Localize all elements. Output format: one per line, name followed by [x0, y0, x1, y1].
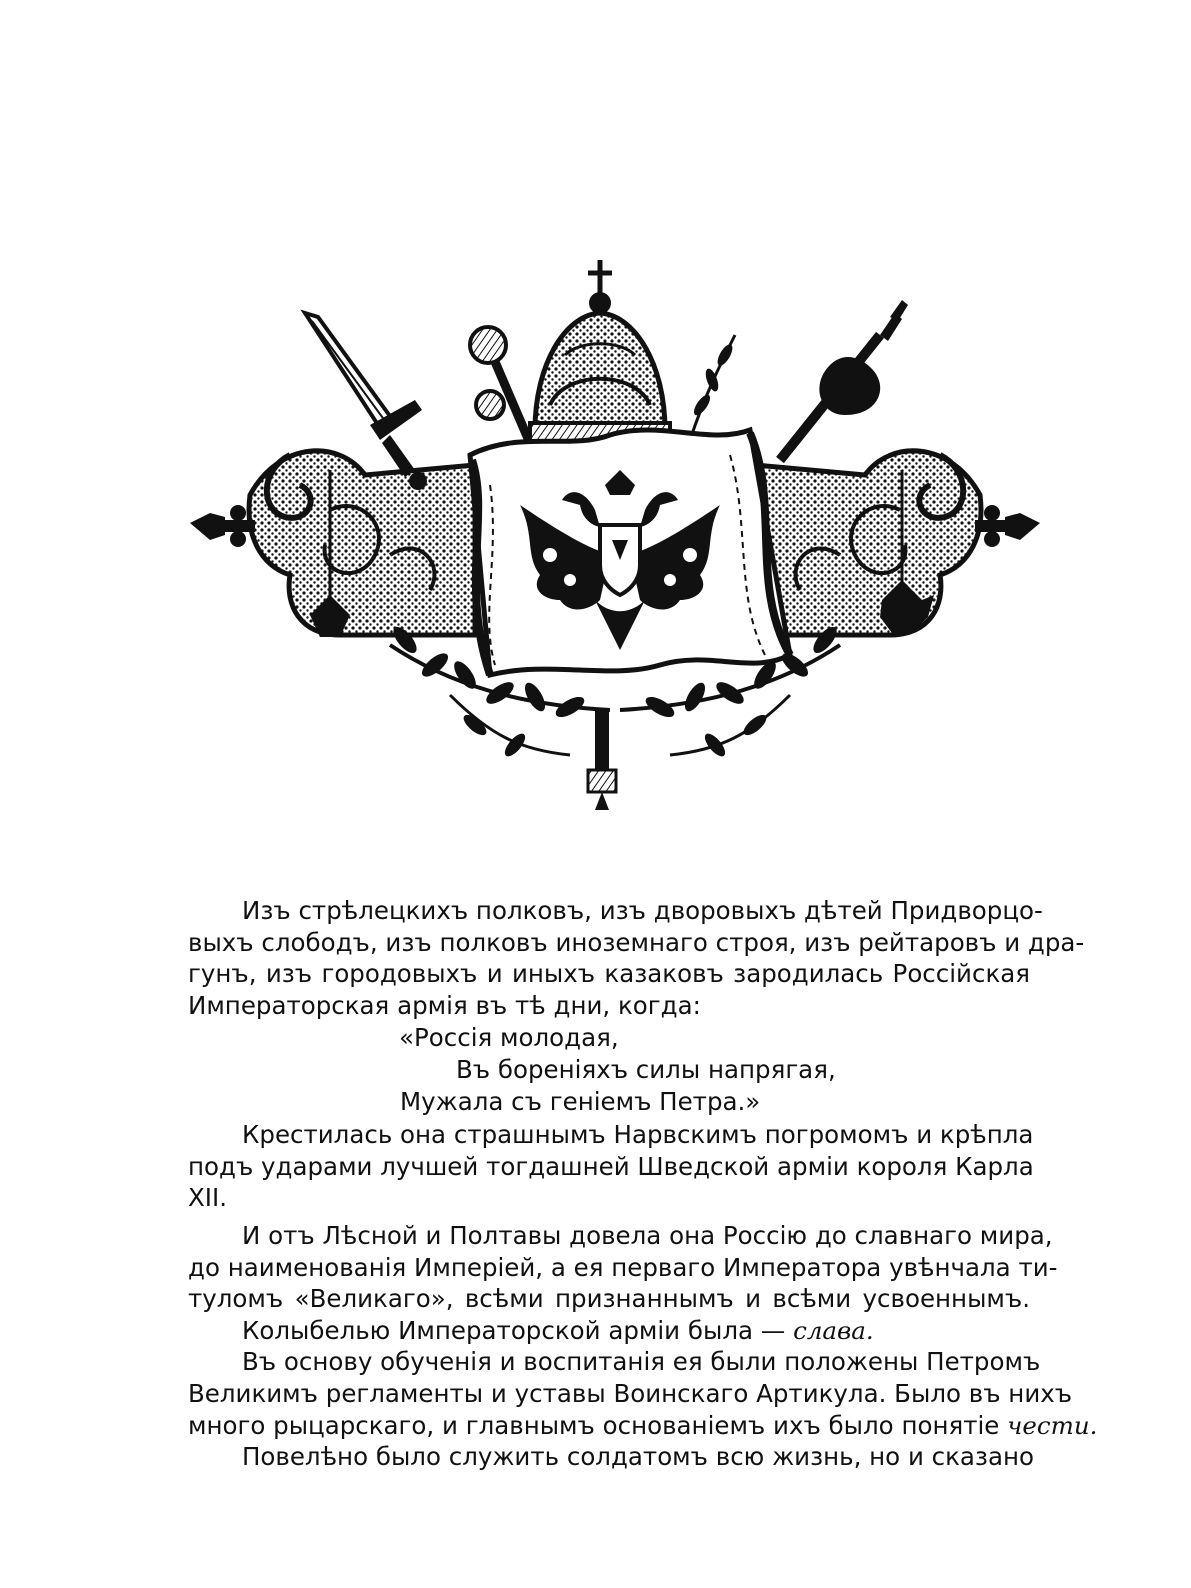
text-line: Въ основу обученія и воспитанія ея были положены Петромъ	[242, 1347, 1041, 1377]
paragraph-3	[188, 1220, 1058, 1315]
text-line	[188, 1315, 1030, 1347]
text-line: Императорская армія въ тѣ дни, когда:	[188, 990, 701, 1020]
poem-line: Мужала съ геніемъ Петра.»	[400, 1086, 761, 1116]
text-line: подъ ударами лучшей тогдашней Шведской арміи короля Карла	[188, 1151, 1034, 1181]
text-line: Изъ стрѣлецкихъ полковъ, изъ дворовыхъ дѣтей Придворцо-	[242, 896, 1043, 925]
paragraph-5-last-text: много рыцарскаго, и главнымъ основаніемъ ихъ было понятіе	[188, 1410, 1000, 1440]
text-line: до наименованія Имперіей, а ея перваго Императора увѣнчала ти-	[188, 1252, 1058, 1282]
left-cartouche-icon	[190, 451, 475, 637]
olive-branch-icon	[690, 335, 735, 440]
text-line: Великимъ регламенты и уставы Воинскаго Артикула. Было въ нихъ	[188, 1378, 1073, 1408]
emphasis-chesti: чести.	[1007, 1410, 1098, 1440]
scepter-icon	[780, 300, 908, 460]
coat-of-arms-ornament-icon	[190, 255, 1040, 815]
right-cartouche-icon	[755, 451, 1040, 635]
paragraph-5	[188, 1346, 1098, 1441]
poem-line: Въ бореніяхъ силы напрягая,	[456, 1054, 836, 1084]
mace-icon	[470, 327, 535, 455]
text-line: XII.	[188, 1183, 228, 1213]
text-line	[188, 1410, 1098, 1442]
paragraph-2	[188, 1119, 1034, 1214]
text-line: Крестилась она страшнымъ Нарвскимъ погромомъ и крѣпла	[242, 1120, 1034, 1150]
paragraph-4	[188, 1315, 1030, 1347]
text-line: И отъ Лѣсной и Полтавы довела она Россію до славнаго мира,	[242, 1220, 1053, 1250]
emphasis-slava: слава.	[793, 1315, 874, 1345]
crown-icon	[530, 260, 670, 441]
text-line: выхъ слободъ, изъ полковъ иноземнаго строя, изъ рейтаровъ и дра-	[188, 927, 1085, 957]
body-text	[188, 895, 1098, 1473]
paragraph-1	[188, 895, 1085, 1021]
text-line: гунъ, изъ городовыхъ и иныхъ казаковъ зародилась Россійская	[188, 959, 1030, 989]
text-line: Повелѣно было служить солдатомъ всю жизнь, но и сказано	[242, 1442, 1034, 1472]
paragraph-6	[188, 1441, 1034, 1473]
poem-line: «Россія молодая,	[399, 1023, 619, 1053]
poem-quote	[188, 1022, 1030, 1117]
paragraph-4-text: Колыбелью Императорской арміи была —	[242, 1315, 786, 1345]
text-line: туломъ «Великаго», всѣми признаннымъ и всѣми усвоеннымъ.	[188, 1284, 1030, 1314]
